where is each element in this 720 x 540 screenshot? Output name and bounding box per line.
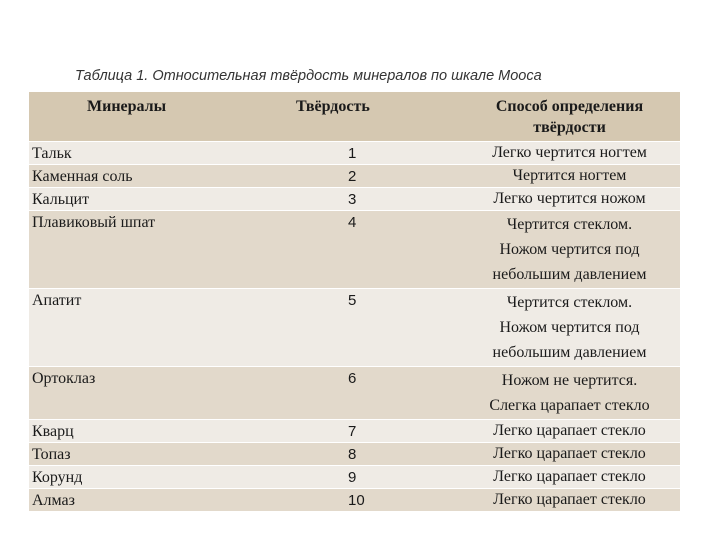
cell-hardness: 8 [244, 443, 459, 466]
table-row [29, 211, 680, 289]
cell-method [459, 443, 680, 466]
cell-hardness: 4 [244, 211, 459, 289]
cell-mineral: Корунд [29, 466, 244, 489]
cell-mineral: Апатит [29, 289, 244, 367]
cell-mineral: Ортоклаз [29, 367, 244, 420]
cell-method [459, 466, 680, 489]
cell-method [459, 211, 680, 289]
table-caption: Таблица 1. Относительная твёрдость минералов по шкале Мооса [75, 68, 542, 84]
method-line: Ножом чертится под [499, 319, 640, 336]
cell-method [459, 489, 680, 512]
method-line: Легко чертится ножом [493, 190, 646, 207]
table-row [29, 289, 680, 367]
table-row [29, 188, 680, 211]
cell-mineral: Каменная соль [29, 165, 244, 188]
cell-hardness: 2 [244, 165, 459, 188]
cell-method [459, 420, 680, 443]
method-line: Ножом не чертится. [501, 372, 638, 389]
cell-hardness: 5 [244, 289, 459, 367]
table-row [29, 466, 680, 489]
cell-method [459, 367, 680, 420]
method-line: Легко царапает стекло [493, 422, 646, 439]
method-line: Чертится стеклом. [506, 216, 633, 233]
cell-hardness: 3 [244, 188, 459, 211]
cell-hardness: 6 [244, 367, 459, 420]
method-line: Ножом чертится под [499, 241, 640, 258]
cell-mineral: Кальцит [29, 188, 244, 211]
cell-method [459, 165, 680, 188]
cell-mineral: Тальк [29, 142, 244, 165]
table-row [29, 165, 680, 188]
table-row [29, 367, 680, 420]
table-row [29, 142, 680, 165]
table-header [29, 92, 680, 142]
method-line: Чертится ногтем [512, 167, 627, 184]
cell-hardness: 1 [244, 142, 459, 165]
cell-hardness: 9 [244, 466, 459, 489]
method-line: небольшим давлением [492, 266, 647, 283]
method-line: Легко царапает стекло [493, 468, 646, 485]
cell-mineral: Плавиковый шпат [29, 211, 244, 289]
method-line: Слегка царапает стекло [489, 397, 650, 414]
table-row [29, 489, 680, 512]
cell-method [459, 289, 680, 367]
cell-hardness: 10 [244, 489, 459, 512]
cell-hardness: 7 [244, 420, 459, 443]
cell-method [459, 142, 680, 165]
cell-mineral: Алмаз [29, 489, 244, 512]
table-row [29, 443, 680, 466]
header-hardness: Твёрдость [244, 92, 459, 142]
method-line: Легко царапает стекло [493, 445, 646, 462]
cell-mineral: Топаз [29, 443, 244, 466]
table-row [29, 420, 680, 443]
header-minerals: Минералы [29, 92, 244, 142]
method-line: небольшим давлением [492, 344, 647, 361]
mohs-hardness-table [29, 92, 680, 512]
table-body [29, 142, 680, 512]
method-line: Легко царапает стекло [493, 491, 646, 508]
cell-mineral: Кварц [29, 420, 244, 443]
method-line: Легко чертится ногтем [492, 144, 647, 161]
cell-method [459, 188, 680, 211]
method-line: Чертится стеклом. [506, 294, 633, 311]
header-method: Способ определения твёрдости [459, 92, 680, 142]
